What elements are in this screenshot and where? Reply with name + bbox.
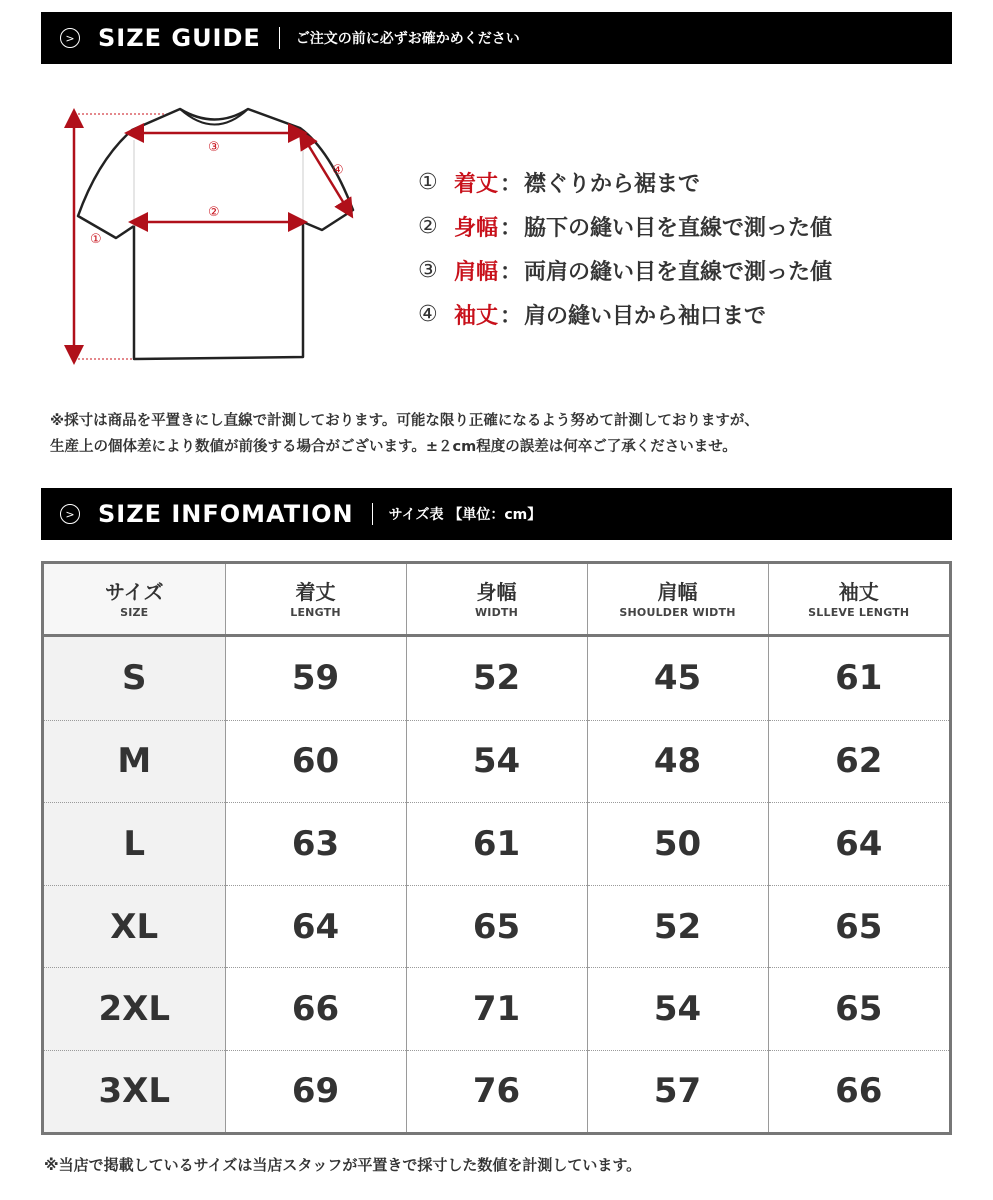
size-table: [41, 561, 952, 1135]
size-info-header: [41, 488, 952, 540]
table-row: [44, 885, 949, 968]
table-cell: 76: [406, 1050, 587, 1132]
table-cell: 52: [587, 885, 768, 968]
table-cell: 48: [587, 720, 768, 803]
column-header: 袖丈 SLLEVE LENGTH: [768, 564, 949, 636]
size-cell: S: [44, 636, 225, 721]
table-cell: 64: [768, 803, 949, 886]
table-cell: 54: [587, 968, 768, 1051]
table-cell: 66: [225, 968, 406, 1051]
table-cell: 63: [225, 803, 406, 886]
measurement-note: ※採寸は商品を平置きにし直線で計測しております。可能な限り正確になるよう努めて計測しておりますが、 生産上の個体差により数値が前後する場合がございます。±２cm程度の誤差は何卒ご了承くださいませ。: [50, 413, 759, 455]
table-cell: 65: [406, 885, 587, 968]
table-cell: 57: [587, 1050, 768, 1132]
size-cell: XL: [44, 885, 225, 968]
table-header-row: [44, 564, 949, 636]
table-cell: 66: [835, 1071, 883, 1112]
label-3: ③: [208, 140, 220, 155]
table-row: [44, 803, 949, 886]
divider: [279, 27, 280, 49]
staff-measurement-note: ※当店で掲載しているサイズは当店スタッフが平置きで採寸した数値を計測しています。: [44, 1156, 642, 1174]
table-cell: 62: [768, 720, 949, 803]
label-2: ②: [208, 205, 220, 220]
table-row: [44, 720, 949, 803]
table-cell: 64: [225, 885, 406, 968]
size-guide-header: [41, 12, 952, 64]
measurement-legend: [418, 160, 832, 336]
table-cell: 45: [587, 636, 768, 721]
size-cell: 3XL: [44, 1050, 225, 1132]
tshirt-measurement-diagram: [60, 100, 370, 375]
column-header: 着丈 LENGTH: [225, 564, 406, 636]
section-subtitle: サイズ表 【単位：cm】: [388, 507, 542, 523]
label-1: ①: [90, 232, 102, 247]
table-cell: 71: [406, 968, 587, 1051]
size-cell: M: [44, 720, 225, 803]
table-cell: 69: [225, 1050, 406, 1132]
legend-item: ② 身幅 ： 脇下の縫い目を直線で測った値: [418, 213, 833, 241]
legend-item: ④ 袖丈 ： 肩の縫い目から袖口まで: [418, 301, 767, 329]
table-cell: 61: [406, 803, 587, 886]
table-row: [44, 636, 949, 721]
table-cell: 60: [225, 720, 406, 803]
size-cell: 2XL: [44, 968, 225, 1051]
divider: [372, 503, 373, 525]
table-cell: 65: [768, 968, 949, 1051]
section-title: SIZE GUIDE: [98, 24, 261, 52]
section-title: SIZE INFOMATION: [98, 500, 354, 528]
section-subtitle: ご注文の前に必ずお確かめください: [295, 31, 520, 47]
table-cell: 65: [768, 885, 949, 968]
column-header: 身幅 WIDTH: [406, 564, 587, 636]
column-header: サイズ SIZE: [44, 564, 225, 636]
column-header: 肩幅 SHOULDER WIDTH: [587, 564, 768, 636]
table-cell: 54: [406, 720, 587, 803]
table-cell: 59: [225, 636, 406, 721]
table-cell: 52: [406, 636, 587, 721]
table-cell: 50: [587, 803, 768, 886]
chevron-right-icon: >: [60, 28, 80, 48]
chevron-right-icon: >: [60, 504, 80, 524]
table-cell: 61: [768, 636, 949, 721]
table-row: [44, 1050, 949, 1132]
label-4: ④: [332, 163, 344, 178]
table-row: [44, 968, 949, 1051]
size-cell: L: [44, 803, 225, 886]
legend-item: ① 着丈 ： 襟ぐりから裾まで: [418, 169, 701, 197]
legend-item: ③ 肩幅 ： 両肩の縫い目を直線で測った値: [418, 257, 833, 285]
